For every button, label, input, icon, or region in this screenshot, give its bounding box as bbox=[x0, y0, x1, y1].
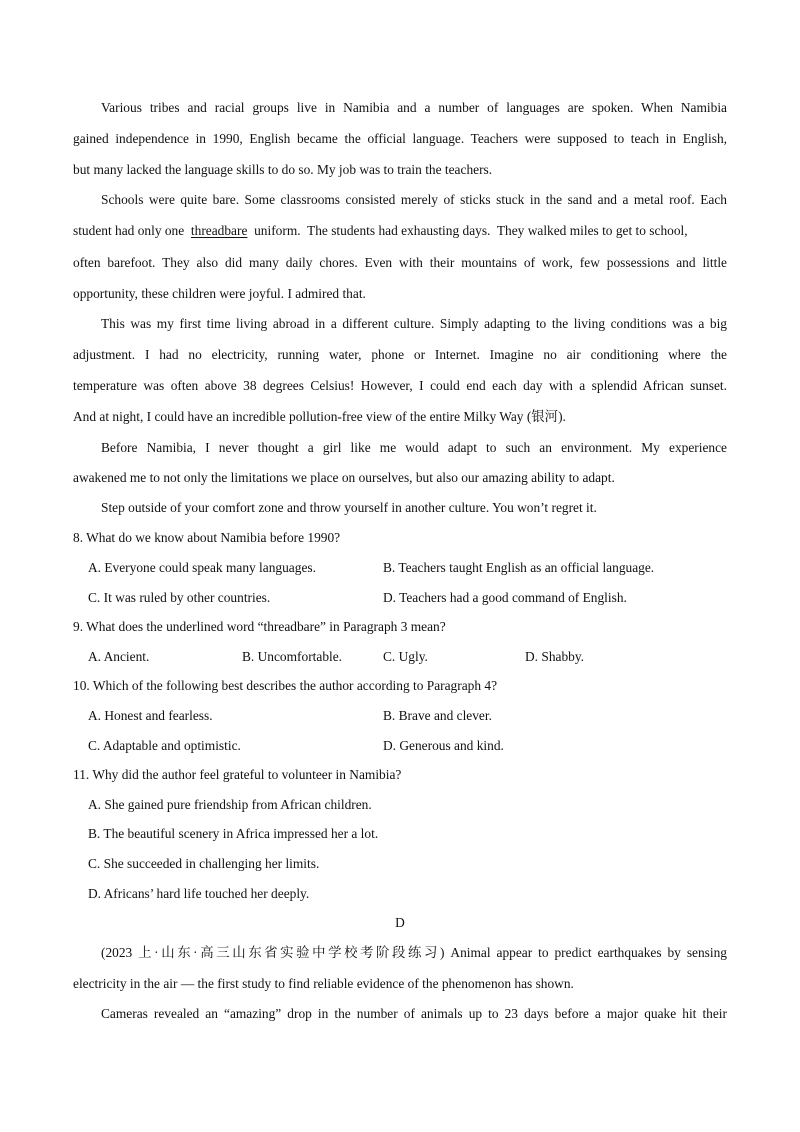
passage-line: gained independence in 1990, English became the official language. Teachers were supposed to teach in English, bbox=[73, 131, 727, 146]
passage-line: Various tribes and racial groups live in Namibia and a number of languages are spoken. When Namibia bbox=[101, 100, 727, 115]
question-stem: 9. What does the underlined word “threadbare” in Paragraph 3 mean? bbox=[73, 619, 446, 634]
option-d: D. Generous and kind. bbox=[383, 738, 504, 753]
passage-line: adjustment. I had no electricity, running water, phone or Internet. Imagine no air conditioning where the bbox=[73, 347, 727, 362]
passage-text: uniform. The students had exhausting days. They walked miles to get to school, bbox=[247, 223, 688, 238]
passage-line: Cameras revealed an “amazing” drop in the number of animals up to 23 days before a major quake hit their bbox=[101, 1006, 727, 1021]
option-c: C. Adaptable and optimistic. bbox=[88, 738, 241, 753]
passage-line: Before Namibia, I never thought a girl like me would adapt to such an environment. My experience bbox=[101, 440, 727, 455]
passage-line: electricity in the air — the first study to find reliable evidence of the phenomenon has shown. bbox=[73, 976, 574, 991]
passage-text: student had only one bbox=[73, 223, 191, 238]
passage-line: but many lacked the language skills to do so. My job was to train the teachers. bbox=[73, 162, 493, 177]
passage-line: temperature was often above 38 degrees Celsius! However, I could end each day with a splendid African sunset. bbox=[73, 378, 727, 393]
section-heading: D bbox=[395, 915, 405, 930]
question-stem: 11. Why did the author feel grateful to volunteer in Namibia? bbox=[73, 767, 402, 782]
option-a: A. Everyone could speak many languages. bbox=[88, 560, 316, 575]
option-d: D. Africans’ hard life touched her deeply. bbox=[88, 886, 310, 901]
passage-line: Schools were quite bare. Some classrooms consisted merely of sticks stuck in the sand and a metal roof. Each bbox=[101, 192, 727, 207]
passage-line: often barefoot. They also did many daily chores. Even with their mountains of work, few possessions and little bbox=[73, 255, 727, 270]
option-a: A. Honest and fearless. bbox=[88, 708, 213, 723]
option-c: C. Ugly. bbox=[383, 649, 428, 664]
option-b: B. Uncomfortable. bbox=[242, 649, 343, 664]
passage-line: And at night, I could have an incredible pollution-free view of the entire Milky Way (银河). bbox=[73, 409, 566, 424]
option-b: B. Brave and clever. bbox=[383, 708, 492, 723]
passage-line: Step outside of your comfort zone and throw yourself in another culture. You won’t regret it. bbox=[101, 500, 597, 515]
passage-line: This was my first time living abroad in a different culture. Simply adapting to the living conditions was a big bbox=[101, 316, 727, 331]
question-stem: 10. Which of the following best describes the author according to Paragraph 4? bbox=[73, 678, 498, 693]
passage-line: awakened me to not only the limitations we place on ourselves, but also our amazing ability to adapt. bbox=[73, 470, 615, 485]
passage-line: opportunity, these children were joyful. I admired that. bbox=[73, 286, 366, 301]
option-a: A. She gained pure friendship from African children. bbox=[88, 797, 372, 812]
option-c: C. She succeeded in challenging her limits. bbox=[88, 856, 320, 871]
question-stem: 8. What do we know about Namibia before 1990? bbox=[73, 530, 341, 545]
option-a: A. Ancient. bbox=[88, 649, 150, 664]
option-b: B. The beautiful scenery in Africa impressed her a lot. bbox=[88, 826, 379, 841]
option-d: D. Shabby. bbox=[525, 649, 585, 664]
option-c: C. It was ruled by other countries. bbox=[88, 590, 271, 605]
passage-line: (2023 上·山东·高三山东省实验中学校考阶段练习) Animal appear to predict earthquakes by sensing bbox=[101, 945, 727, 960]
option-d: D. Teachers had a good command of English. bbox=[383, 590, 627, 605]
passage-line-with-underline bbox=[73, 223, 727, 239]
option-b: B. Teachers taught English as an official language. bbox=[383, 560, 655, 575]
underlined-word: threadbare bbox=[190, 223, 248, 238]
